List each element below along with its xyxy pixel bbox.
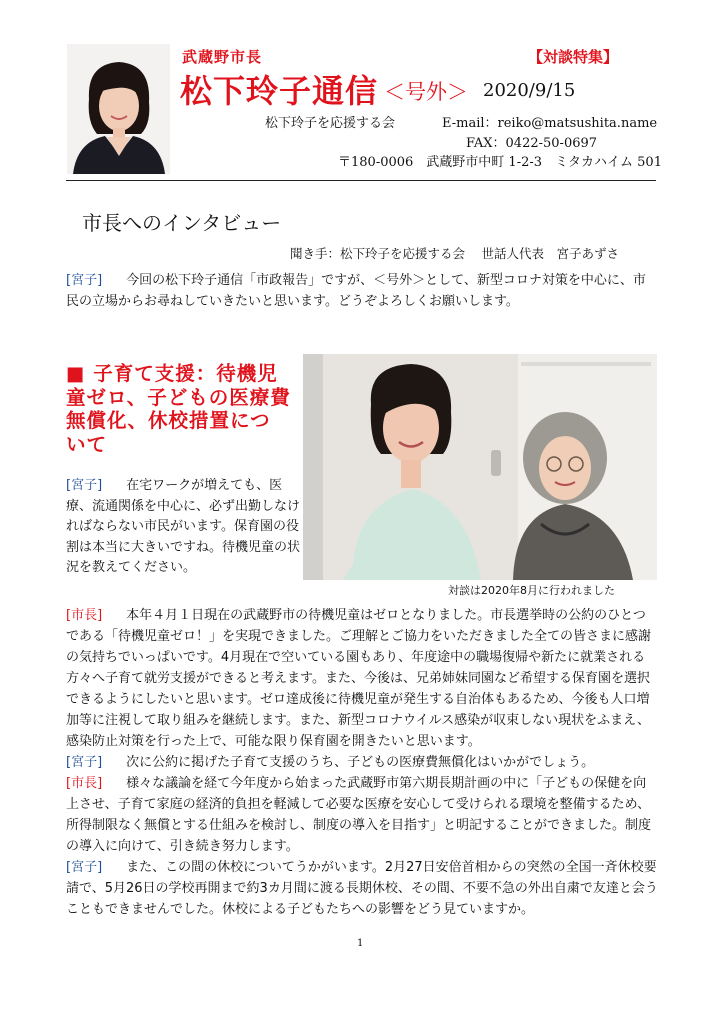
dialogue-text: 本年４月１日現在の武蔵野市の待機児童はゼロとなりました。市長選挙時の公約のひとつである「待機児童ゼロ！」を実現できました。ご理解とご協力をいただきました全ての皆さまに感謝の気持ちでいっぱいです。4月現在で空いている園もあり、年度途中の職場復帰や新たに就業される方々へ子育て就労支援ができると考えます。また、今後は、兄弟姉妹同園など希望する保育園を選択できるようにしたいと思います。ゼロ達成後に待機児童が発生する自治体もあるため、今後も人口増加等に注視して取り組みを継続します。また、新型コロナウイルス感染が収束しない現状をふまえ、感染防止対策を行った上で、可能な限り保育園を開きたいと思います。 [66, 608, 652, 749]
interview-photo-illustration [303, 354, 657, 580]
dialogue-text: また、この間の休校についてうかがいます。2月27日安倍首相からの突然の全国一斉休校要請で、5月26日の学校再開まで約3カ月間に渡る長期休校、その間、不要不急の外出自粛で友達と会うこともできませんでした。休校による子どもたちへの影響をどう見ていますか。 [66, 860, 658, 917]
speaker-label: [市長] [66, 776, 103, 791]
portrait-illustration [67, 44, 170, 174]
mayor-label: 武蔵野市長 [182, 48, 263, 66]
question-paragraph [66, 476, 301, 579]
interview-photo [303, 354, 657, 580]
support-org-name: 松下玲子を応援する会 [265, 116, 396, 131]
newsletter-title: 松下玲子通信 [180, 72, 379, 110]
header-divider [66, 180, 656, 181]
speaker-label: [市長] [66, 608, 103, 623]
mayor-portrait-photo [67, 44, 170, 174]
dialogue-paragraph [66, 752, 658, 773]
speaker-label: [宮子] [66, 478, 103, 493]
section-heading: ■ 子育て支援：待機児童ゼロ、子どもの医療費無償化、休校措置について [66, 362, 291, 456]
interviewer-credit: 聞き手：松下玲子を応援する会 世話人代表 宮子あずさ [290, 246, 619, 261]
contact-address: 〒180-0006 武蔵野市中町 1-2-3 ミタカハイム 501 [338, 155, 662, 170]
speaker-label: [宮子] [66, 273, 103, 288]
dialogue-paragraph [66, 857, 658, 920]
dialogue-paragraph [66, 773, 658, 857]
special-feature-badge: 【対談特集】 [528, 48, 619, 66]
photo-caption: 対談は2020年8月に行われました [448, 584, 615, 597]
contact-email: E-mail：reiko@matsushita.name [442, 116, 658, 131]
intro-text: 今回の松下玲子通信「市政報告」ですが、＜号外＞として、新型コロナ対策を中心に、市民の立場からお尋ねしていきたいと思います。どうぞよろしくお願いします。 [66, 273, 646, 309]
dialogue-text: 様々な議論を経て今年度から始まった武蔵野市第六期長期計画の中に「子どもの保健を向上させ、子育て家庭の経済的負担を軽減して必要な医療を安心して受けられる環境を整備するため、所得制限なく無償とする仕組みを検討し、制度の導入を目指す」と明記することができました。制度の導入に向けて、引き続き努力します。 [66, 776, 652, 854]
dialogue-paragraph [66, 605, 658, 752]
intro-paragraph [66, 270, 658, 312]
dialogue-body [66, 605, 658, 920]
page-number: 1 [357, 938, 364, 949]
contact-fax: FAX：0422-50-0697 [466, 136, 598, 151]
speaker-label: [宮子] [66, 860, 103, 875]
dialogue-text: 次に公約に掲げた子育て支援のうち、子どもの医療費無償化はいかがでしょう。 [126, 755, 595, 770]
question-text: 在宅ワークが増えても、医療、流通関係を中心に、必ず出勤しなければならない市民がいます。保育園の役割は本当に大きいですね。待機児童の状況を教えてください。 [66, 478, 301, 575]
speaker-label: [宮子] [66, 755, 103, 770]
newsletter-subtitle: ＜号外＞ [384, 80, 468, 104]
issue-date: 2020/9/15 [483, 80, 576, 101]
interview-heading: 市長へのインタビュー [82, 211, 282, 235]
